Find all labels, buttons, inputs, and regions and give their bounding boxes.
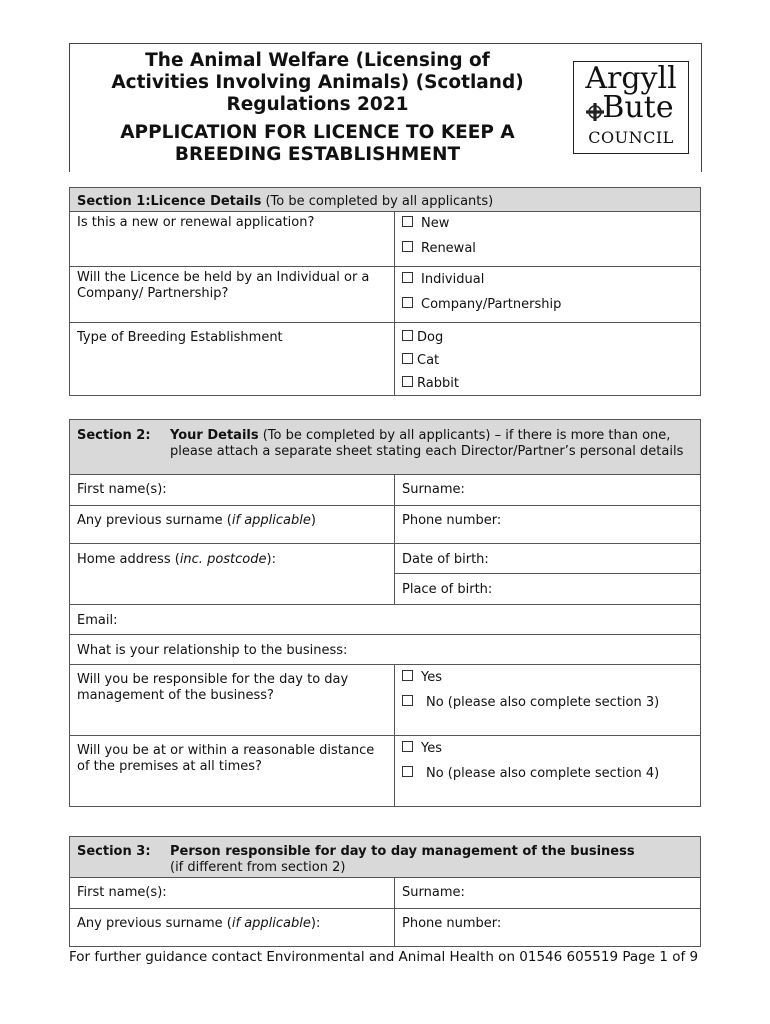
q-establishment-type: Type of Breeding Establishment	[70, 323, 395, 396]
checkbox[interactable]	[402, 297, 413, 308]
phone-field[interactable]: Phone number:	[395, 909, 701, 947]
option-cat[interactable]: Cat	[402, 353, 693, 369]
document-header	[69, 43, 702, 172]
title-line: The Animal Welfare (Licensing of	[145, 50, 490, 71]
q-application-type: Is this a new or renewal application?	[70, 212, 395, 267]
logo-text: Bute	[602, 90, 674, 125]
subtitle-line: BREEDING ESTABLISHMENT	[174, 144, 461, 165]
checkbox[interactable]	[402, 216, 413, 227]
previous-surname-field[interactable]: Any previous surname (if applicable):	[70, 909, 395, 947]
q-reasonable-distance: Will you be at or within a reasonable distance of the premises at all times?	[70, 736, 395, 807]
first-name-field[interactable]: First name(s):	[70, 878, 395, 909]
checkbox[interactable]	[402, 695, 413, 706]
surname-field[interactable]: Surname:	[395, 878, 701, 909]
first-name-field[interactable]: First name(s):	[70, 475, 395, 506]
dob-field[interactable]: Date of birth:	[395, 544, 701, 574]
council-logo	[573, 61, 689, 154]
pob-field[interactable]: Place of birth:	[395, 574, 701, 605]
logo-text: Argyll	[585, 61, 677, 96]
checkbox[interactable]	[402, 766, 413, 777]
checkbox[interactable]	[402, 376, 413, 387]
option-yes[interactable]: Yes	[402, 670, 693, 686]
checkbox[interactable]	[402, 330, 413, 341]
checkbox[interactable]	[402, 670, 413, 681]
section3-heading: Section 3: Person responsible for day to day management of the business (if different from section 2)	[70, 837, 701, 878]
subtitle-line: APPLICATION FOR LICENCE TO KEEP A	[120, 122, 515, 143]
home-address-field[interactable]: Home address (inc. postcode):	[70, 544, 395, 605]
surname-field[interactable]: Surname:	[395, 475, 701, 506]
document-subtitle	[80, 122, 555, 166]
q-licence-holder: Will the Licence be held by an Individual or a Company/ Partnership?	[70, 267, 395, 323]
checkbox[interactable]	[402, 241, 413, 252]
section2-table	[69, 419, 701, 807]
title-line: Activities Involving Animals) (Scotland)	[111, 72, 524, 93]
option-new[interactable]: New	[402, 216, 693, 232]
relationship-field[interactable]: What is your relationship to the business:	[70, 635, 701, 665]
checkbox[interactable]	[402, 353, 413, 364]
page-footer: For further guidance contact Environmental and Animal Health on 01546 605519 Page 1 of 9	[69, 949, 699, 965]
previous-surname-field[interactable]: Any previous surname (if applicable)	[70, 506, 395, 544]
section1-heading: Section 1:Licence Details (To be completed by all applicants)	[70, 188, 701, 212]
checkbox[interactable]	[402, 272, 413, 283]
option-renewal[interactable]: Renewal	[402, 241, 693, 257]
document-title	[80, 50, 555, 116]
option-yes[interactable]: Yes	[402, 741, 693, 757]
option-company[interactable]: Company/Partnership	[402, 297, 693, 313]
title-line: Regulations 2021	[226, 94, 409, 115]
option-rabbit[interactable]: Rabbit	[402, 376, 693, 392]
q-day-to-day: Will you be responsible for the day to day management of the business?	[70, 665, 395, 736]
email-field[interactable]: Email:	[70, 605, 701, 635]
logo-text: COUNCIL	[588, 128, 674, 147]
section2-heading: Section 2: Your Details (To be completed by all applicants) – if there is more than one, please attach a separate sheet stating each Director/Partner’s personal details	[70, 420, 701, 475]
section3-table	[69, 836, 701, 947]
option-individual[interactable]: Individual	[402, 272, 693, 288]
option-no[interactable]: No (please also complete section 3)	[402, 695, 693, 711]
checkbox[interactable]	[402, 741, 413, 752]
option-dog[interactable]: Dog	[402, 330, 693, 346]
section1-table	[69, 187, 701, 396]
option-no[interactable]: No (please also complete section 4)	[402, 766, 693, 782]
phone-field[interactable]: Phone number:	[395, 506, 701, 544]
